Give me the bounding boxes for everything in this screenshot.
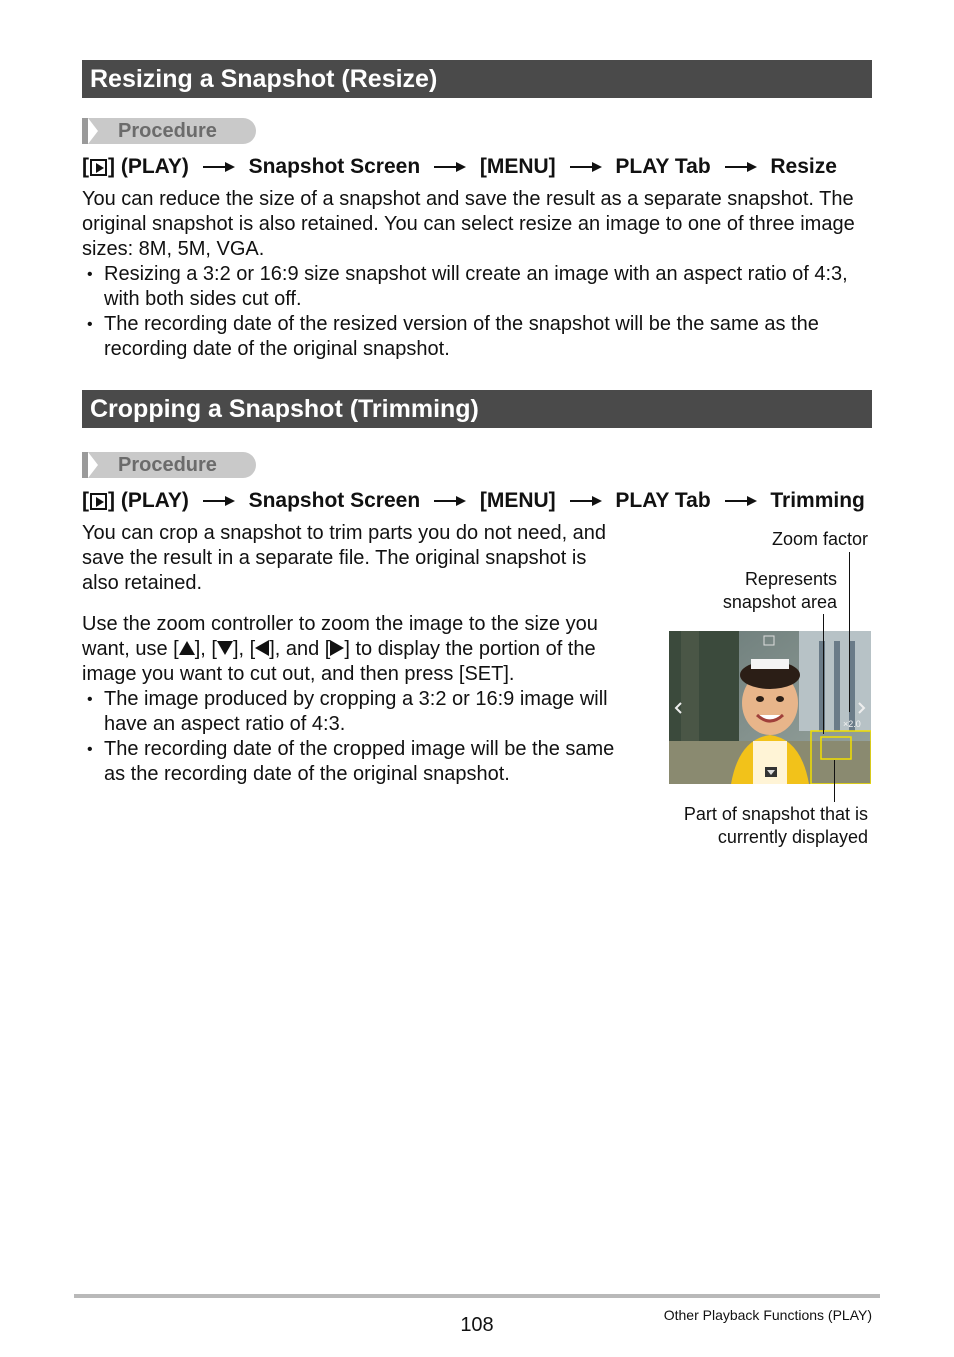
list-item: • Resizing a 3:2 or 16:9 size snapshot will create an image with an aspect ratio of 4:3, with both sides cut off. bbox=[82, 262, 872, 312]
play-icon bbox=[90, 159, 107, 176]
section-title-trimming: Cropping a Snapshot (Trimming) bbox=[82, 390, 872, 428]
down-arrow-icon bbox=[217, 641, 233, 655]
leader-line bbox=[823, 614, 824, 734]
menu-path-trimming: [ ] (PLAY) Snapshot Screen [MENU] PLAY Tab Trimming bbox=[82, 489, 865, 513]
leader-line bbox=[849, 552, 850, 712]
footer-rule bbox=[74, 1294, 880, 1298]
up-arrow-icon bbox=[179, 641, 195, 655]
trimming-screen-illustration bbox=[669, 631, 871, 784]
annotation-snapshot-area: Represents snapshot area bbox=[722, 569, 837, 612]
arrow-right-icon bbox=[203, 162, 235, 172]
arrow-right-icon bbox=[203, 496, 235, 506]
chapter-title: Other Playback Functions (PLAY) bbox=[663, 1307, 872, 1323]
arrow-right-icon bbox=[725, 162, 757, 172]
play-icon bbox=[90, 493, 107, 510]
right-arrow-icon bbox=[330, 640, 344, 656]
procedure-label-resize: Procedure bbox=[82, 118, 256, 144]
zoom-readout: ×2.0 bbox=[843, 719, 861, 729]
list-item: • The recording date of the cropped image will be the same as the recording date of the original snapshot. bbox=[82, 737, 622, 787]
resize-notes bbox=[82, 262, 872, 362]
arrow-right-icon bbox=[570, 496, 602, 506]
left-arrow-icon bbox=[255, 640, 269, 656]
leader-line bbox=[834, 760, 835, 802]
trimming-instructions: Use the zoom controller to zoom the image to the size you want, use [ ], [ ], [ ], and [ ] to display the portion of the image you want to cut out, and then press [SET]. bbox=[82, 613, 598, 685]
arrow-right-icon bbox=[570, 162, 602, 172]
arrow-right-icon bbox=[434, 496, 466, 506]
menu-path-resize: [ ] (PLAY) Snapshot Screen [MENU] PLAY Tab Resize bbox=[82, 155, 837, 179]
arrow-right-icon bbox=[725, 496, 757, 506]
camera-screen-image bbox=[669, 631, 871, 784]
list-item: • The image produced by cropping a 3:2 or 16:9 image will have an aspect ratio of 4:3. bbox=[82, 687, 622, 737]
trimming-notes bbox=[82, 687, 622, 787]
trimming-description: You can crop a snapshot to trim parts you do not need, and save the result in a separate file. The original snapshot is also retained. bbox=[82, 522, 607, 594]
annotation-displayed-part: Part of snapshot that is currently displayed bbox=[683, 804, 868, 847]
procedure-label-trimming: Procedure bbox=[82, 452, 256, 478]
page-number: 108 bbox=[460, 1314, 494, 1336]
resize-description: You can reduce the size of a snapshot and save the result as a separate snapshot. The original snapshot is also retained. You can select resize an image to one of three image sizes: 8M, 5M, VGA. bbox=[82, 188, 855, 260]
list-item: • The recording date of the resized version of the snapshot will be the same as the recording date of the original snapshot. bbox=[82, 312, 872, 362]
annotation-zoom-factor: Zoom factor bbox=[771, 529, 868, 549]
section-title-resize: Resizing a Snapshot (Resize) bbox=[82, 60, 872, 98]
arrow-right-icon bbox=[434, 162, 466, 172]
